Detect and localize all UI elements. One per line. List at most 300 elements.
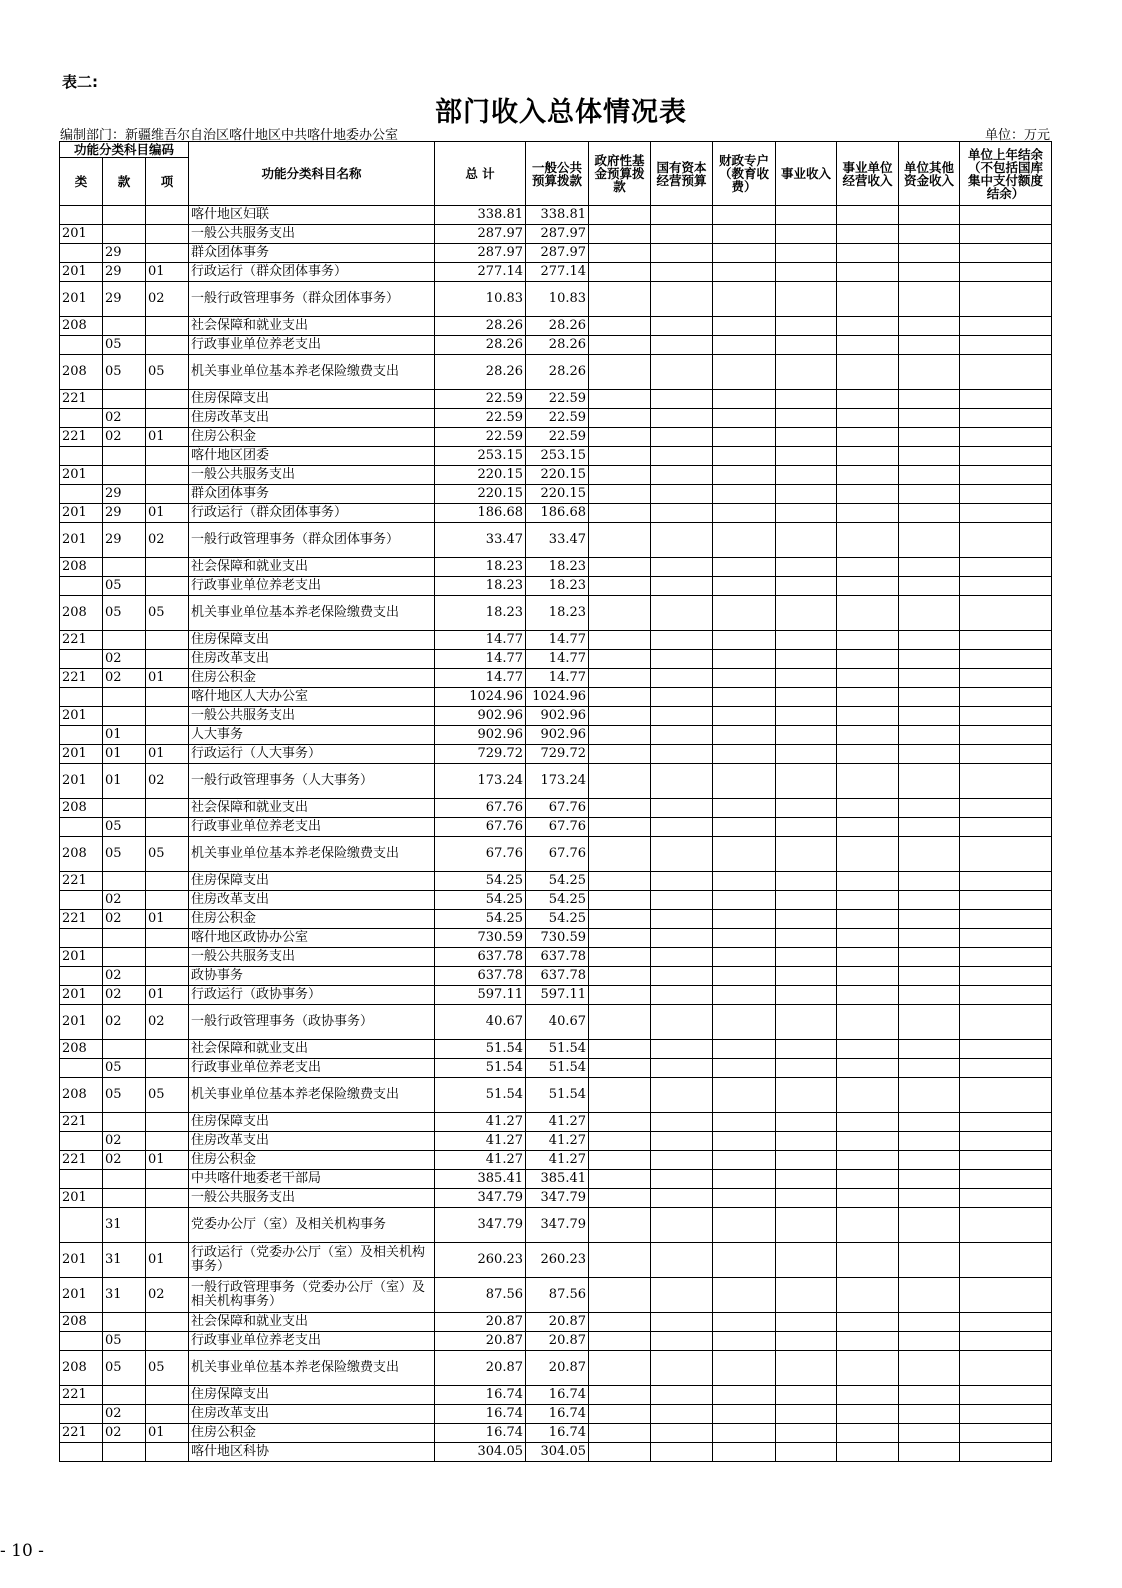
xiang-cell xyxy=(146,317,189,336)
business-income-header: 事业收入 xyxy=(776,142,837,206)
state-capital-cell xyxy=(651,355,713,390)
total-cell: 253.15 xyxy=(435,447,526,466)
special-cell xyxy=(713,891,776,910)
state-capital-cell xyxy=(651,948,713,967)
lei-cell: 208 xyxy=(60,596,103,631)
item-name-cell: 行政事业单位养老支出 xyxy=(189,1332,435,1351)
state-capital-cell xyxy=(651,504,713,523)
kuan-cell: 02 xyxy=(103,428,146,447)
total-cell: 51.54 xyxy=(435,1040,526,1059)
kuan-cell: 31 xyxy=(103,1243,146,1278)
operating-cell xyxy=(837,485,899,504)
other-cell xyxy=(899,948,960,967)
state-capital-cell xyxy=(651,1151,713,1170)
operating-cell xyxy=(837,577,899,596)
xiang-cell xyxy=(146,891,189,910)
special-cell xyxy=(713,707,776,726)
carryover-cell xyxy=(960,1424,1052,1443)
carryover-cell xyxy=(960,726,1052,745)
table-row xyxy=(60,282,1052,317)
lei-header: 类 xyxy=(60,158,103,206)
total-cell: 902.96 xyxy=(435,726,526,745)
other-cell xyxy=(899,1278,960,1313)
lei-cell: 201 xyxy=(60,1278,103,1313)
item-name-cell: 行政事业单位养老支出 xyxy=(189,818,435,837)
special-cell xyxy=(713,263,776,282)
special-cell xyxy=(713,1424,776,1443)
special-cell xyxy=(713,1332,776,1351)
fund-cell xyxy=(589,910,651,929)
special-cell xyxy=(713,1078,776,1113)
kuan-cell: 05 xyxy=(103,336,146,355)
kuan-cell xyxy=(103,1170,146,1189)
state-capital-cell xyxy=(651,523,713,558)
general-budget-cell: 22.59 xyxy=(526,390,589,409)
operating-cell xyxy=(837,688,899,707)
kuan-cell: 05 xyxy=(103,1351,146,1386)
table-row xyxy=(60,317,1052,336)
total-cell: 287.97 xyxy=(435,244,526,263)
total-cell: 22.59 xyxy=(435,390,526,409)
operating-cell xyxy=(837,1332,899,1351)
total-cell: 1024.96 xyxy=(435,688,526,707)
other-cell xyxy=(899,910,960,929)
operating-cell xyxy=(837,1005,899,1040)
special-cell xyxy=(713,409,776,428)
special-cell xyxy=(713,1132,776,1151)
state-capital-cell xyxy=(651,631,713,650)
fund-cell xyxy=(589,650,651,669)
item-name-cell: 住房改革支出 xyxy=(189,1132,435,1151)
lei-cell: 208 xyxy=(60,1078,103,1113)
business-cell xyxy=(776,225,837,244)
table-row xyxy=(60,764,1052,799)
business-cell xyxy=(776,596,837,631)
state-capital-cell xyxy=(651,485,713,504)
operating-cell xyxy=(837,837,899,872)
state-capital-cell xyxy=(651,428,713,447)
special-cell xyxy=(713,745,776,764)
xiang-cell xyxy=(146,688,189,707)
lei-cell: 208 xyxy=(60,558,103,577)
xiang-cell: 02 xyxy=(146,282,189,317)
special-cell xyxy=(713,910,776,929)
operating-cell xyxy=(837,317,899,336)
operating-cell xyxy=(837,929,899,948)
business-cell xyxy=(776,1113,837,1132)
table-row xyxy=(60,948,1052,967)
table-row xyxy=(60,929,1052,948)
other-cell xyxy=(899,1132,960,1151)
other-cell xyxy=(899,1405,960,1424)
kuan-cell: 29 xyxy=(103,523,146,558)
business-cell xyxy=(776,1040,837,1059)
table-row xyxy=(60,1424,1052,1443)
other-cell xyxy=(899,1208,960,1243)
item-name-cell: 党委办公厅（室）及相关机构事务 xyxy=(189,1208,435,1243)
lei-cell xyxy=(60,447,103,466)
total-cell: 40.67 xyxy=(435,1005,526,1040)
special-cell xyxy=(713,1005,776,1040)
general-budget-cell: 220.15 xyxy=(526,466,589,485)
table-row xyxy=(60,669,1052,688)
table-row xyxy=(60,1386,1052,1405)
item-name-cell: 行政事业单位养老支出 xyxy=(189,577,435,596)
xiang-cell: 02 xyxy=(146,764,189,799)
state-capital-cell xyxy=(651,1278,713,1313)
lei-cell xyxy=(60,1443,103,1462)
total-cell: 51.54 xyxy=(435,1059,526,1078)
state-capital-cell xyxy=(651,447,713,466)
other-cell xyxy=(899,726,960,745)
operating-cell xyxy=(837,1170,899,1189)
xiang-cell: 01 xyxy=(146,669,189,688)
state-capital-cell xyxy=(651,577,713,596)
kuan-cell: 01 xyxy=(103,726,146,745)
lei-cell: 221 xyxy=(60,872,103,891)
xiang-cell xyxy=(146,929,189,948)
business-cell xyxy=(776,1078,837,1113)
kuan-cell xyxy=(103,1386,146,1405)
xiang-cell xyxy=(146,447,189,466)
xiang-cell xyxy=(146,336,189,355)
business-cell xyxy=(776,837,837,872)
item-name-cell: 住房公积金 xyxy=(189,910,435,929)
xiang-cell xyxy=(146,726,189,745)
total-cell: 16.74 xyxy=(435,1405,526,1424)
state-capital-cell xyxy=(651,1243,713,1278)
xiang-cell xyxy=(146,409,189,428)
other-cell xyxy=(899,409,960,428)
item-name-cell: 住房公积金 xyxy=(189,1424,435,1443)
item-name-cell: 一般公共服务支出 xyxy=(189,707,435,726)
item-name-cell: 喀什地区政协办公室 xyxy=(189,929,435,948)
lei-cell: 221 xyxy=(60,669,103,688)
table-row xyxy=(60,225,1052,244)
total-cell: 347.79 xyxy=(435,1189,526,1208)
operating-cell xyxy=(837,1208,899,1243)
fund-cell xyxy=(589,872,651,891)
general-budget-cell: 16.74 xyxy=(526,1424,589,1443)
income-table xyxy=(59,141,1052,1462)
fund-cell xyxy=(589,523,651,558)
carryover-cell xyxy=(960,650,1052,669)
operating-income-header: 事业单位经营收入 xyxy=(837,142,899,206)
table-row xyxy=(60,1405,1052,1424)
lei-cell: 201 xyxy=(60,523,103,558)
xiang-cell xyxy=(146,967,189,986)
operating-cell xyxy=(837,799,899,818)
item-name-cell: 行政运行（群众团体事务） xyxy=(189,263,435,282)
total-cell: 22.59 xyxy=(435,428,526,447)
table-row xyxy=(60,910,1052,929)
kuan-cell: 31 xyxy=(103,1208,146,1243)
item-name-cell: 群众团体事务 xyxy=(189,244,435,263)
fund-cell xyxy=(589,355,651,390)
state-capital-cell xyxy=(651,837,713,872)
table-row xyxy=(60,818,1052,837)
carryover-cell xyxy=(960,986,1052,1005)
total-cell: 347.79 xyxy=(435,1208,526,1243)
table-row xyxy=(60,447,1052,466)
business-cell xyxy=(776,1151,837,1170)
fund-cell xyxy=(589,577,651,596)
state-capital-cell xyxy=(651,1332,713,1351)
lei-cell: 201 xyxy=(60,466,103,485)
business-cell xyxy=(776,577,837,596)
other-cell xyxy=(899,1351,960,1386)
xiang-cell: 02 xyxy=(146,1278,189,1313)
operating-cell xyxy=(837,282,899,317)
item-name-cell: 政协事务 xyxy=(189,967,435,986)
operating-cell xyxy=(837,818,899,837)
other-income-header: 单位其他资金收入 xyxy=(899,142,960,206)
other-cell xyxy=(899,1170,960,1189)
lei-cell: 208 xyxy=(60,317,103,336)
fund-cell xyxy=(589,466,651,485)
table-row xyxy=(60,650,1052,669)
carryover-cell xyxy=(960,485,1052,504)
lei-cell: 208 xyxy=(60,799,103,818)
fund-cell xyxy=(589,1040,651,1059)
fund-cell xyxy=(589,596,651,631)
lei-cell: 208 xyxy=(60,355,103,390)
xiang-cell: 05 xyxy=(146,1078,189,1113)
state-capital-cell xyxy=(651,558,713,577)
state-capital-cell xyxy=(651,466,713,485)
state-capital-cell xyxy=(651,669,713,688)
gov-fund-header: 政府性基金预算拨款 xyxy=(589,142,651,206)
kuan-cell: 02 xyxy=(103,1424,146,1443)
total-cell: 637.78 xyxy=(435,948,526,967)
operating-cell xyxy=(837,428,899,447)
state-capital-cell xyxy=(651,1313,713,1332)
carryover-cell xyxy=(960,688,1052,707)
special-cell xyxy=(713,929,776,948)
xiang-cell xyxy=(146,948,189,967)
item-name-cell: 群众团体事务 xyxy=(189,485,435,504)
fund-cell xyxy=(589,206,651,225)
fund-cell xyxy=(589,929,651,948)
table-row xyxy=(60,1059,1052,1078)
special-cell xyxy=(713,428,776,447)
carryover-cell xyxy=(960,707,1052,726)
code-group-header: 功能分类科目编码 xyxy=(60,142,189,158)
other-cell xyxy=(899,872,960,891)
item-name-cell: 一般行政管理事务（政协事务） xyxy=(189,1005,435,1040)
state-capital-cell xyxy=(651,1005,713,1040)
total-cell: 597.11 xyxy=(435,986,526,1005)
state-capital-cell xyxy=(651,1208,713,1243)
operating-cell xyxy=(837,948,899,967)
special-cell xyxy=(713,986,776,1005)
xiang-cell xyxy=(146,707,189,726)
operating-cell xyxy=(837,1443,899,1462)
special-cell xyxy=(713,558,776,577)
total-cell: 173.24 xyxy=(435,764,526,799)
lei-cell: 201 xyxy=(60,764,103,799)
fund-cell xyxy=(589,1332,651,1351)
state-capital-cell xyxy=(651,1386,713,1405)
operating-cell xyxy=(837,707,899,726)
other-cell xyxy=(899,891,960,910)
lei-cell xyxy=(60,1059,103,1078)
carryover-cell xyxy=(960,745,1052,764)
total-cell: 54.25 xyxy=(435,910,526,929)
state-capital-cell xyxy=(651,688,713,707)
table-row xyxy=(60,1243,1052,1278)
lei-cell xyxy=(60,1405,103,1424)
carryover-cell xyxy=(960,317,1052,336)
kuan-cell: 29 xyxy=(103,263,146,282)
item-name-cell: 住房保障支出 xyxy=(189,631,435,650)
fund-cell xyxy=(589,244,651,263)
fund-cell xyxy=(589,764,651,799)
fund-cell xyxy=(589,1405,651,1424)
general-budget-cell: 28.26 xyxy=(526,355,589,390)
kuan-cell xyxy=(103,1189,146,1208)
lei-cell: 201 xyxy=(60,504,103,523)
state-capital-cell xyxy=(651,726,713,745)
business-cell xyxy=(776,558,837,577)
table-row xyxy=(60,1278,1052,1313)
item-name-cell: 住房公积金 xyxy=(189,669,435,688)
carryover-cell xyxy=(960,1332,1052,1351)
special-cell xyxy=(713,1278,776,1313)
item-name-cell: 一般行政管理事务（人大事务） xyxy=(189,764,435,799)
xiang-cell xyxy=(146,872,189,891)
fund-cell xyxy=(589,504,651,523)
carryover-cell xyxy=(960,1005,1052,1040)
fund-cell xyxy=(589,336,651,355)
state-capital-cell xyxy=(651,1078,713,1113)
table-label: 表二: xyxy=(62,73,98,91)
item-name-cell: 行政事业单位养老支出 xyxy=(189,336,435,355)
business-cell xyxy=(776,1005,837,1040)
table-row xyxy=(60,707,1052,726)
table-row xyxy=(60,967,1052,986)
item-name-cell: 住房保障支出 xyxy=(189,1386,435,1405)
xiang-cell xyxy=(146,1170,189,1189)
kuan-cell: 05 xyxy=(103,818,146,837)
general-budget-cell: 16.74 xyxy=(526,1386,589,1405)
item-name-cell: 一般公共服务支出 xyxy=(189,1189,435,1208)
business-cell xyxy=(776,707,837,726)
special-cell xyxy=(713,1313,776,1332)
special-cell xyxy=(713,837,776,872)
state-capital-cell xyxy=(651,1405,713,1424)
general-budget-cell: 54.25 xyxy=(526,872,589,891)
special-cell xyxy=(713,1208,776,1243)
xiang-cell xyxy=(146,1132,189,1151)
table-row xyxy=(60,244,1052,263)
general-budget-cell: 16.74 xyxy=(526,1405,589,1424)
item-name-cell: 中共喀什地委老干部局 xyxy=(189,1170,435,1189)
total-cell: 637.78 xyxy=(435,967,526,986)
special-cell xyxy=(713,355,776,390)
carryover-cell xyxy=(960,409,1052,428)
total-cell: 902.96 xyxy=(435,707,526,726)
total-cell: 20.87 xyxy=(435,1332,526,1351)
lei-cell: 221 xyxy=(60,390,103,409)
general-budget-cell: 33.47 xyxy=(526,523,589,558)
special-cell xyxy=(713,669,776,688)
lei-cell: 221 xyxy=(60,1386,103,1405)
kuan-cell xyxy=(103,929,146,948)
fund-cell xyxy=(589,1351,651,1386)
state-capital-cell xyxy=(651,707,713,726)
lei-cell: 208 xyxy=(60,1351,103,1386)
operating-cell xyxy=(837,1132,899,1151)
business-cell xyxy=(776,428,837,447)
general-budget-cell: 18.23 xyxy=(526,596,589,631)
carryover-cell xyxy=(960,1078,1052,1113)
operating-cell xyxy=(837,390,899,409)
other-cell xyxy=(899,466,960,485)
item-name-cell: 住房公积金 xyxy=(189,428,435,447)
other-cell xyxy=(899,485,960,504)
business-cell xyxy=(776,1332,837,1351)
state-capital-cell xyxy=(651,967,713,986)
kuan-cell: 05 xyxy=(103,1059,146,1078)
kuan-cell xyxy=(103,948,146,967)
carryover-cell xyxy=(960,631,1052,650)
general-budget-cell: 67.76 xyxy=(526,818,589,837)
carryover-cell xyxy=(960,558,1052,577)
item-name-cell: 喀什地区人大办公室 xyxy=(189,688,435,707)
carryover-cell xyxy=(960,1170,1052,1189)
operating-cell xyxy=(837,596,899,631)
kuan-cell xyxy=(103,1113,146,1132)
kuan-cell: 02 xyxy=(103,1151,146,1170)
lei-cell: 221 xyxy=(60,1113,103,1132)
table-row xyxy=(60,504,1052,523)
carryover-cell xyxy=(960,428,1052,447)
total-cell: 16.74 xyxy=(435,1424,526,1443)
business-cell xyxy=(776,1170,837,1189)
item-name-cell: 社会保障和就业支出 xyxy=(189,317,435,336)
general-budget-cell: 18.23 xyxy=(526,558,589,577)
kuan-cell xyxy=(103,1040,146,1059)
operating-cell xyxy=(837,1386,899,1405)
total-cell: 28.26 xyxy=(435,317,526,336)
table-row xyxy=(60,577,1052,596)
other-cell xyxy=(899,631,960,650)
operating-cell xyxy=(837,1040,899,1059)
item-name-cell: 机关事业单位基本养老保险缴费支出 xyxy=(189,355,435,390)
kuan-cell: 05 xyxy=(103,596,146,631)
special-cell xyxy=(713,1243,776,1278)
business-cell xyxy=(776,669,837,688)
state-capital-cell xyxy=(651,1113,713,1132)
other-cell xyxy=(899,1243,960,1278)
special-cell xyxy=(713,504,776,523)
table-row xyxy=(60,837,1052,872)
total-cell: 14.77 xyxy=(435,669,526,688)
total-cell: 14.77 xyxy=(435,650,526,669)
kuan-cell xyxy=(103,1313,146,1332)
special-cell xyxy=(713,390,776,409)
kuan-cell xyxy=(103,872,146,891)
state-capital-cell xyxy=(651,1059,713,1078)
business-cell xyxy=(776,244,837,263)
kuan-cell: 02 xyxy=(103,1005,146,1040)
kuan-cell: 02 xyxy=(103,891,146,910)
operating-cell xyxy=(837,1405,899,1424)
lei-cell: 201 xyxy=(60,986,103,1005)
xiang-cell: 01 xyxy=(146,986,189,1005)
carryover-cell xyxy=(960,948,1052,967)
